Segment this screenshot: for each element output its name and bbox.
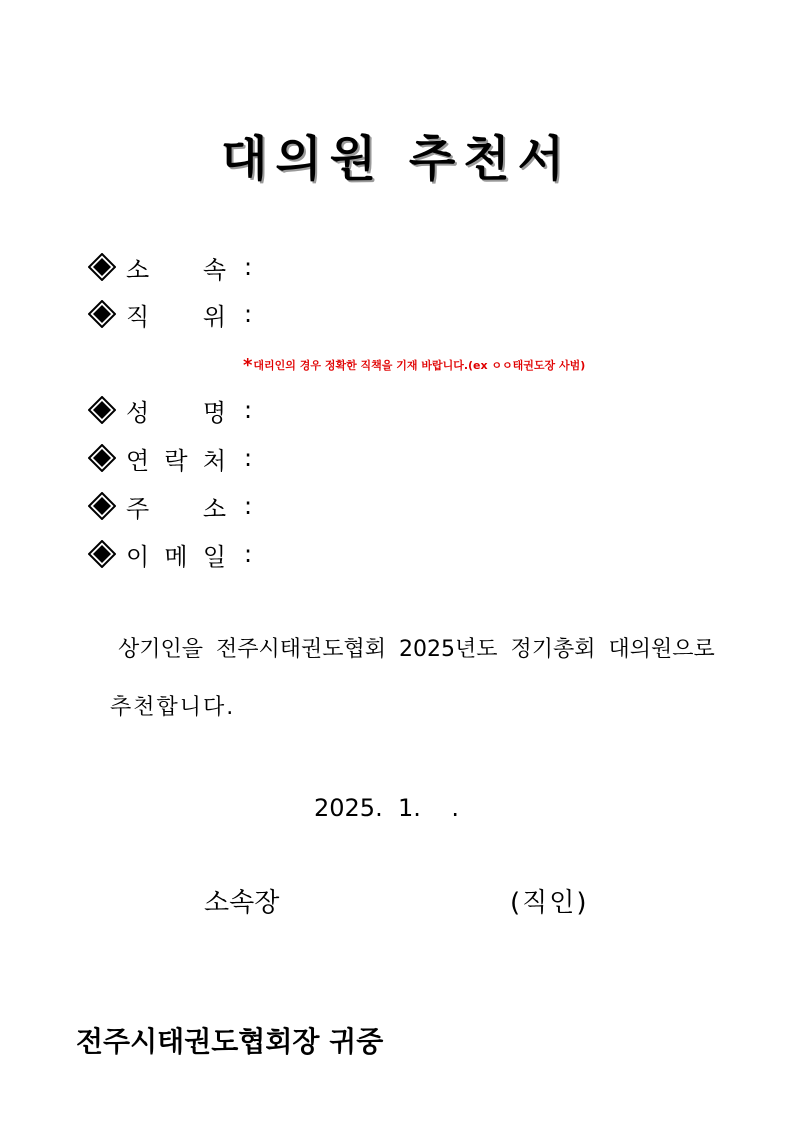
field-contact	[88, 442, 252, 474]
field-label-char: 이	[126, 542, 150, 571]
field-label-char: 성	[126, 398, 150, 427]
field-label-char: 직	[126, 302, 150, 331]
field-colon: :	[244, 396, 253, 424]
recommendation-text-line2: 추천합니다.	[110, 695, 236, 720]
field-label-char: 락	[164, 446, 188, 475]
field-colon: :	[244, 300, 253, 328]
diamond-bullet-icon	[88, 253, 116, 281]
note-asterisk: *	[243, 355, 253, 376]
field-affiliation	[88, 251, 252, 283]
diamond-bullet-icon	[88, 540, 116, 568]
field-label-char: 주	[126, 494, 150, 523]
field-colon: :	[244, 492, 253, 520]
field-label-char: 일	[202, 542, 226, 571]
field-label-char: 메	[164, 542, 188, 571]
document-date: 2025. 1. .	[314, 794, 460, 822]
field-colon: :	[244, 253, 253, 281]
field-colon: :	[244, 444, 253, 472]
field-email	[88, 538, 252, 570]
diamond-bullet-icon	[88, 444, 116, 472]
field-label	[126, 537, 226, 572]
field-label	[126, 297, 226, 332]
diamond-bullet-icon	[88, 300, 116, 328]
field-label	[126, 489, 226, 524]
note-text: 대리인의 경우 정확한 직책을 기재 바랍니다.(ex ㅇㅇ태권도장 사범)	[253, 359, 586, 372]
recommendation-text-line1: 상기인을 전주시태권도협회 2025년도 정기총회 대의원으로	[118, 637, 715, 662]
field-name	[88, 394, 252, 426]
field-label	[126, 441, 226, 476]
diamond-bullet-icon	[88, 396, 116, 424]
field-label-char: 연	[126, 446, 150, 475]
field-colon: :	[244, 540, 253, 568]
field-address	[88, 490, 252, 522]
field-label-char: 소	[202, 494, 226, 523]
seal-placeholder: (직인)	[510, 888, 589, 918]
recipient-line: 전주시태권도협회장 귀중	[76, 1025, 384, 1058]
document-title: 대의원 추천서	[221, 131, 572, 187]
field-label	[126, 250, 226, 285]
field-label-char: 처	[202, 446, 226, 475]
field-label-char: 명	[202, 398, 226, 427]
position-note	[243, 355, 585, 376]
field-label-char: 위	[202, 302, 226, 331]
field-position	[88, 298, 252, 330]
field-label-char: 소	[126, 255, 150, 284]
field-label	[126, 393, 226, 428]
signer-title: 소속장	[204, 888, 280, 918]
field-label-char: 속	[202, 255, 226, 284]
diamond-bullet-icon	[88, 492, 116, 520]
